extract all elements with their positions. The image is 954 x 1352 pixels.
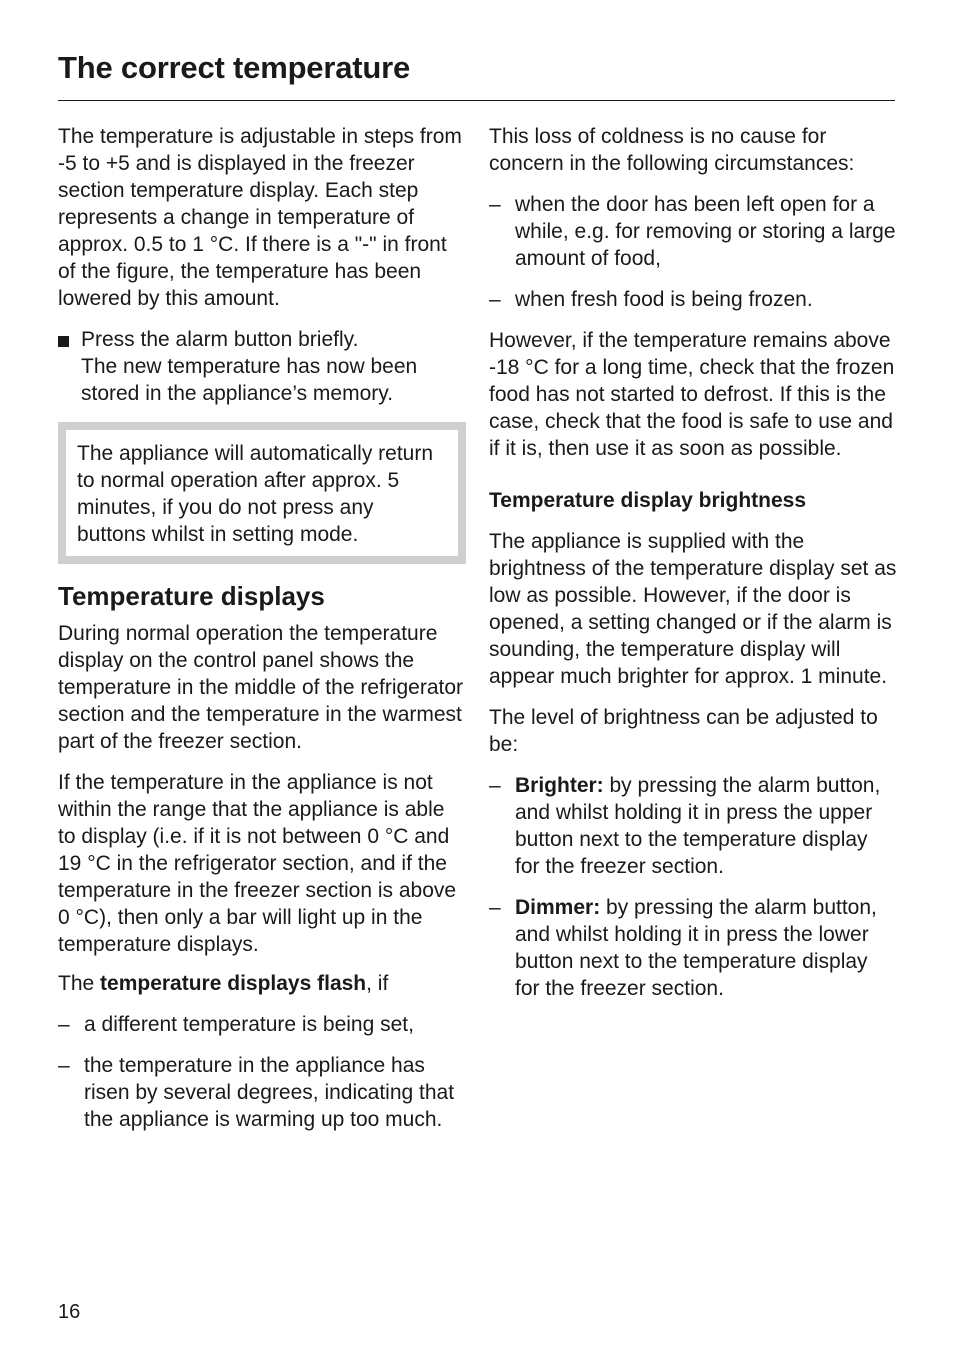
section-heading-temperature-displays: Temperature displays [58,581,325,611]
dimmer-text: by pressing the alarm button, and whilst holding it in press the lower button next to the temperature display for the freezer section. [515,896,877,1000]
list-item [58,1052,466,1133]
right-column [489,123,897,1002]
circumstances-intro: This loss of coldness is no cause for concern in the following circumstances: [489,125,855,175]
circumstance-text: when the door has been left open for a while, e.g. for removing or storing a large amount of food, [515,193,896,270]
dash-bullet: – [489,896,501,919]
dash-bullet: – [489,288,501,311]
list-item [58,1011,466,1038]
flash-intro-after: , if [366,972,389,995]
dash-bullet: – [489,193,501,216]
left-column [58,123,466,1133]
note-text: The appliance will automatically return to normal operation after approx. 5 minutes, if you do not press any buttons whilst in setting mode. [77,442,434,546]
square-bullet-icon [58,336,69,347]
instruction-text: Press the alarm button briefly. [81,328,359,351]
subheading-display-brightness: Temperature display brightness [489,489,807,512]
brighter-label: Brighter: [515,774,604,797]
instruction-step [58,326,466,407]
page-title: The correct temperature [58,50,411,85]
dash-bullet: – [58,1054,70,1077]
brighter-text: by pressing the alarm button, and whilst holding it in press the upper button next to the temperature display for the freezer section. [515,774,881,878]
intro-paragraph: The temperature is adjustable in steps from -5 to +5 and is displayed in the freezer section temperature display. Each step represents a change in temperature of approx. 0.5 to 1 °C. If there is a "-" in front of the figure, the temperature has been lowered by this amount. [58,125,462,310]
note-box [58,422,466,564]
dash-bullet: – [489,774,501,797]
flash-intro-before: The [58,972,101,995]
dash-bullet: – [58,1013,70,1036]
page-number: 16 [58,1301,81,1323]
flash-item-text: the temperature in the appliance has risen by several degrees, indicating that the appliance is warming up too much. [84,1054,455,1131]
warning-paragraph: However, if the temperature remains above -18 °C for a long time, check that the frozen food has not started to defrost. If this is the case, check that the food is safe to use and if it is, then use it as soon as possible. [489,329,895,460]
flash-intro-paragraph [58,970,466,997]
list-item [489,772,897,880]
instruction-result: The new temperature has now been stored in the appliance’s memory. [81,355,418,405]
out-of-range-paragraph: If the temperature in the appliance is not within the range that the appliance is able to display (i.e. if it is not between 0 °C and 19 °C in the refrigerator section, and if the temperature in the freezer section is above 0 °C), then only a bar will light up in the temperature displays. [58,771,457,956]
list-item [489,191,897,272]
title-divider [58,100,895,101]
adjust-intro-paragraph: The level of brightness can be adjusted to be: [489,706,878,756]
flash-item-text: a different temperature is being set, [84,1013,414,1036]
list-item [489,286,897,313]
circumstance-text: when fresh food is being frozen. [515,288,813,311]
dimmer-label: Dimmer: [515,896,601,919]
list-item [489,894,897,1002]
brightness-paragraph: The appliance is supplied with the brightness of the temperature display set as low as possible. However, if the door is opened, a setting changed or if the alarm is sounding, the temperature display will appear much brighter for approx. 1 minute. [489,530,897,688]
normal-operation-paragraph: During normal operation the temperature display on the control panel shows the temperature in the middle of the refrigerator section and the temperature in the warmest part of the freezer section. [58,622,464,753]
flash-intro-bold: temperature displays flash [100,972,367,995]
